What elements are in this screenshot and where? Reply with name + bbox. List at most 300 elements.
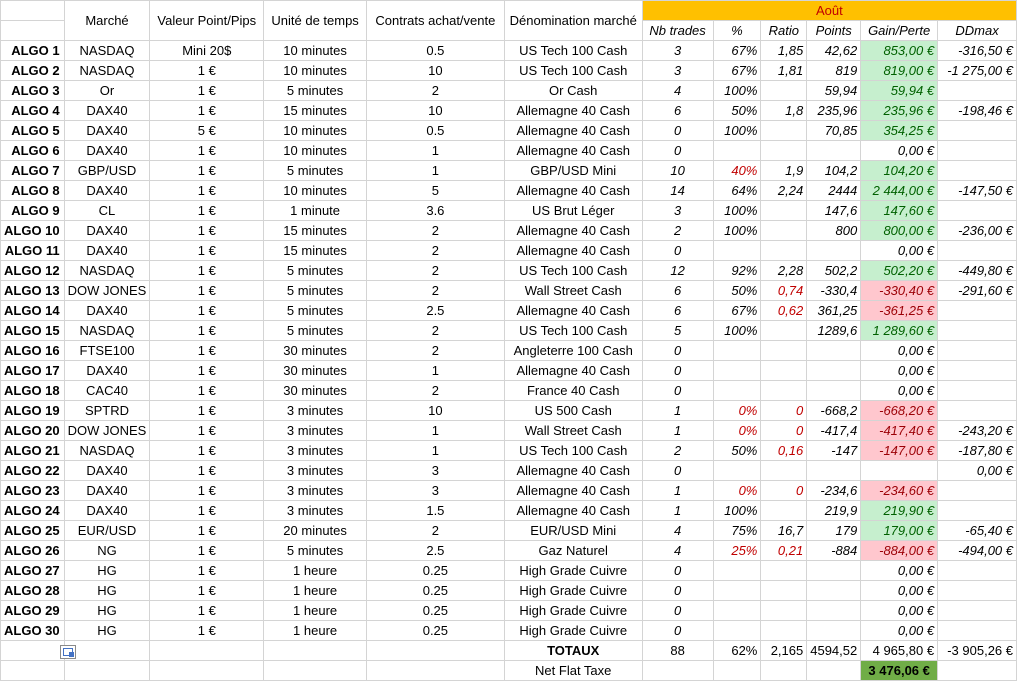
cell-gain[interactable]: 502,20 € [861, 261, 938, 281]
cell-points[interactable]: -417,4 [807, 421, 861, 441]
cell-ratio[interactable] [761, 141, 807, 161]
cell-denomination[interactable]: US Tech 100 Cash [504, 41, 642, 61]
cell-points[interactable] [807, 601, 861, 621]
cell-unite[interactable]: 10 minutes [264, 141, 367, 161]
cell-points[interactable]: 235,96 [807, 101, 861, 121]
algo-label[interactable]: ALGO 18 [1, 381, 65, 401]
cell[interactable] [264, 641, 367, 661]
cell-pct[interactable]: 50% [713, 101, 761, 121]
cell-gain[interactable] [861, 461, 938, 481]
cell-gain[interactable]: 0,00 € [861, 241, 938, 261]
cell-pct[interactable]: 67% [713, 41, 761, 61]
cell-valeur[interactable]: 1 € [150, 541, 264, 561]
cell-ddmax[interactable] [938, 501, 1017, 521]
cell-valeur[interactable]: 1 € [150, 381, 264, 401]
cell-denomination[interactable]: Allemagne 40 Cash [504, 461, 642, 481]
cell-contrats[interactable]: 2 [367, 221, 505, 241]
header-valeur[interactable]: Valeur Point/Pips [150, 1, 264, 41]
cell-valeur[interactable]: 1 € [150, 361, 264, 381]
algo-label[interactable]: ALGO 12 [1, 261, 65, 281]
totals-ratio[interactable]: 2,165 [761, 641, 807, 661]
header-ratio[interactable]: Ratio [761, 21, 807, 41]
algo-label[interactable]: ALGO 11 [1, 241, 65, 261]
cell-unite[interactable]: 1 heure [264, 601, 367, 621]
cell-pct[interactable]: 50% [713, 281, 761, 301]
cell-points[interactable] [807, 241, 861, 261]
cell-points[interactable]: 819 [807, 61, 861, 81]
cell-pct[interactable]: 75% [713, 521, 761, 541]
cell-marche[interactable]: DAX40 [64, 121, 150, 141]
cell-points[interactable]: 147,6 [807, 201, 861, 221]
cell-marche[interactable]: HG [64, 621, 150, 641]
cell-ddmax[interactable] [938, 241, 1017, 261]
cell-valeur[interactable]: 1 € [150, 261, 264, 281]
cell-denomination[interactable]: Allemagne 40 Cash [504, 481, 642, 501]
cell-ddmax[interactable] [938, 601, 1017, 621]
cell-points[interactable]: 361,25 [807, 301, 861, 321]
cell-ratio[interactable]: 2,24 [761, 181, 807, 201]
cell-contrats[interactable]: 2 [367, 521, 505, 541]
cell-points[interactable] [807, 141, 861, 161]
cell-nb-trades[interactable]: 6 [642, 281, 713, 301]
cell[interactable] [264, 661, 367, 681]
cell[interactable] [367, 641, 505, 661]
cell-pct[interactable] [713, 361, 761, 381]
cell-gain[interactable]: -234,60 € [861, 481, 938, 501]
cell-ddmax[interactable] [938, 561, 1017, 581]
cell-contrats[interactable]: 2 [367, 321, 505, 341]
cell-valeur[interactable]: 1 € [150, 581, 264, 601]
cell-contrats[interactable]: 10 [367, 61, 505, 81]
cell-gain[interactable]: -417,40 € [861, 421, 938, 441]
algo-label[interactable]: ALGO 23 [1, 481, 65, 501]
cell-valeur[interactable]: 1 € [150, 561, 264, 581]
cell-points[interactable]: 179 [807, 521, 861, 541]
cell-denomination[interactable]: Allemagne 40 Cash [504, 361, 642, 381]
cell-points[interactable]: -668,2 [807, 401, 861, 421]
totals-nb-trades[interactable]: 88 [642, 641, 713, 661]
cell-pct[interactable]: 100% [713, 81, 761, 101]
cell-denomination[interactable]: Or Cash [504, 81, 642, 101]
cell-marche[interactable]: DAX40 [64, 101, 150, 121]
cell-ddmax[interactable]: -1 275,00 € [938, 61, 1017, 81]
cell-unite[interactable]: 5 minutes [264, 301, 367, 321]
algo-label[interactable]: ALGO 16 [1, 341, 65, 361]
cell-pct[interactable]: 50% [713, 441, 761, 461]
cell-unite[interactable]: 5 minutes [264, 541, 367, 561]
cell-denomination[interactable]: High Grade Cuivre [504, 581, 642, 601]
cell-points[interactable] [807, 381, 861, 401]
cell-gain[interactable]: 0,00 € [861, 581, 938, 601]
cell-denomination[interactable]: US 500 Cash [504, 401, 642, 421]
cell-valeur[interactable]: 1 € [150, 301, 264, 321]
algo-label[interactable]: ALGO 28 [1, 581, 65, 601]
cell-nb-trades[interactable]: 6 [642, 301, 713, 321]
cell-unite[interactable]: 1 heure [264, 621, 367, 641]
cell-pct[interactable] [713, 141, 761, 161]
cell-marche[interactable]: CAC40 [64, 381, 150, 401]
cell-nb-trades[interactable]: 1 [642, 421, 713, 441]
cell[interactable] [1, 641, 65, 661]
cell-contrats[interactable]: 2.5 [367, 541, 505, 561]
cell-contrats[interactable]: 0.25 [367, 561, 505, 581]
cell-ddmax[interactable] [938, 81, 1017, 101]
cell-nb-trades[interactable]: 0 [642, 361, 713, 381]
cell-contrats[interactable]: 3 [367, 481, 505, 501]
cell-gain[interactable]: 0,00 € [861, 601, 938, 621]
cell-unite[interactable]: 30 minutes [264, 341, 367, 361]
cell-unite[interactable]: 15 minutes [264, 101, 367, 121]
cell-ddmax[interactable]: -494,00 € [938, 541, 1017, 561]
cell-unite[interactable]: 30 minutes [264, 381, 367, 401]
cell-ratio[interactable]: 1,9 [761, 161, 807, 181]
cell-ratio[interactable] [761, 81, 807, 101]
cell-marche[interactable]: Or [64, 81, 150, 101]
cell-valeur[interactable]: 1 € [150, 101, 264, 121]
cell-contrats[interactable]: 0.25 [367, 621, 505, 641]
cell-points[interactable]: -330,4 [807, 281, 861, 301]
cell-contrats[interactable]: 0.5 [367, 41, 505, 61]
cell-nb-trades[interactable]: 0 [642, 141, 713, 161]
algo-label[interactable]: ALGO 24 [1, 501, 65, 521]
cell-valeur[interactable]: 1 € [150, 441, 264, 461]
cell-valeur[interactable]: 1 € [150, 241, 264, 261]
cell-gain[interactable]: 179,00 € [861, 521, 938, 541]
cell-unite[interactable]: 15 minutes [264, 221, 367, 241]
cell-denomination[interactable]: Allemagne 40 Cash [504, 121, 642, 141]
cell-unite[interactable]: 30 minutes [264, 361, 367, 381]
cell-unite[interactable]: 5 minutes [264, 161, 367, 181]
cell-nb-trades[interactable]: 1 [642, 481, 713, 501]
cell-nb-trades[interactable]: 0 [642, 561, 713, 581]
cell-pct[interactable]: 100% [713, 201, 761, 221]
cell-ratio[interactable] [761, 621, 807, 641]
cell-marche[interactable]: DAX40 [64, 461, 150, 481]
cell-marche[interactable]: NASDAQ [64, 61, 150, 81]
totals-label[interactable]: TOTAUX [504, 641, 642, 661]
cell-valeur[interactable]: 1 € [150, 321, 264, 341]
cell-valeur[interactable]: 1 € [150, 501, 264, 521]
cell-ratio[interactable] [761, 341, 807, 361]
algo-label[interactable]: ALGO 2 [1, 61, 65, 81]
cell-gain[interactable]: 59,94 € [861, 81, 938, 101]
cell-ddmax[interactable]: 0,00 € [938, 461, 1017, 481]
cell-marche[interactable]: DAX40 [64, 221, 150, 241]
algo-label[interactable]: ALGO 29 [1, 601, 65, 621]
cell-points[interactable]: 59,94 [807, 81, 861, 101]
cell-marche[interactable]: FTSE100 [64, 341, 150, 361]
algo-label[interactable]: ALGO 30 [1, 621, 65, 641]
cell-contrats[interactable]: 3 [367, 461, 505, 481]
algo-label[interactable]: ALGO 19 [1, 401, 65, 421]
cell-gain[interactable]: 0,00 € [861, 561, 938, 581]
cell-ratio[interactable]: 1,85 [761, 41, 807, 61]
cell-denomination[interactable]: Allemagne 40 Cash [504, 181, 642, 201]
cell-marche[interactable]: DAX40 [64, 501, 150, 521]
cell[interactable] [150, 641, 264, 661]
cell-denomination[interactable]: Allemagne 40 Cash [504, 501, 642, 521]
cell-ddmax[interactable]: -291,60 € [938, 281, 1017, 301]
cell-points[interactable]: -234,6 [807, 481, 861, 501]
cell-valeur[interactable]: 1 € [150, 81, 264, 101]
algo-label[interactable]: ALGO 13 [1, 281, 65, 301]
cell-points[interactable]: 42,62 [807, 41, 861, 61]
cell-denomination[interactable]: Allemagne 40 Cash [504, 141, 642, 161]
cell-ratio[interactable]: 0 [761, 401, 807, 421]
cell-valeur[interactable]: 1 € [150, 601, 264, 621]
cell-contrats[interactable]: 1 [367, 141, 505, 161]
header-contrats[interactable]: Contrats achat/vente [367, 1, 505, 41]
cell-unite[interactable]: 3 minutes [264, 481, 367, 501]
cell-nb-trades[interactable]: 5 [642, 321, 713, 341]
cell-nb-trades[interactable]: 0 [642, 581, 713, 601]
cell-contrats[interactable]: 2 [367, 381, 505, 401]
cell-gain[interactable]: 0,00 € [861, 381, 938, 401]
cell-ratio[interactable] [761, 581, 807, 601]
cell-unite[interactable]: 10 minutes [264, 121, 367, 141]
cell-ddmax[interactable] [938, 361, 1017, 381]
cell-pct[interactable]: 40% [713, 161, 761, 181]
cell-pct[interactable] [713, 461, 761, 481]
cell-ratio[interactable]: 1,81 [761, 61, 807, 81]
algo-label[interactable]: ALGO 21 [1, 441, 65, 461]
cell-denomination[interactable]: Allemagne 40 Cash [504, 221, 642, 241]
algo-label[interactable]: ALGO 27 [1, 561, 65, 581]
cell-marche[interactable]: SPTRD [64, 401, 150, 421]
cell-unite[interactable]: 5 minutes [264, 81, 367, 101]
cell[interactable] [713, 661, 761, 681]
cell-valeur[interactable]: 1 € [150, 221, 264, 241]
cell-unite[interactable]: 5 minutes [264, 281, 367, 301]
cell-contrats[interactable]: 3.6 [367, 201, 505, 221]
cell-denomination[interactable]: Allemagne 40 Cash [504, 301, 642, 321]
cell-contrats[interactable]: 10 [367, 401, 505, 421]
cell-marche[interactable]: HG [64, 581, 150, 601]
cell-unite[interactable]: 5 minutes [264, 321, 367, 341]
cell-ratio[interactable] [761, 461, 807, 481]
cell-gain[interactable]: 0,00 € [861, 361, 938, 381]
cell-denomination[interactable]: US Tech 100 Cash [504, 441, 642, 461]
cell-ratio[interactable] [761, 121, 807, 141]
cell-gain[interactable]: -361,25 € [861, 301, 938, 321]
cell-unite[interactable]: 20 minutes [264, 521, 367, 541]
cell-marche[interactable]: EUR/USD [64, 521, 150, 541]
cell-marche[interactable]: NG [64, 541, 150, 561]
cell-ratio[interactable] [761, 221, 807, 241]
cell-points[interactable]: -147 [807, 441, 861, 461]
cell-denomination[interactable]: Gaz Naturel [504, 541, 642, 561]
cell[interactable] [642, 661, 713, 681]
cell-points[interactable] [807, 621, 861, 641]
cell-denomination[interactable]: High Grade Cuivre [504, 601, 642, 621]
cell-points[interactable] [807, 461, 861, 481]
cell-unite[interactable]: 3 minutes [264, 421, 367, 441]
cell-gain[interactable]: -884,00 € [861, 541, 938, 561]
cell-valeur[interactable]: 1 € [150, 621, 264, 641]
cell-valeur[interactable]: 1 € [150, 461, 264, 481]
header-ddmax[interactable]: DDmax [938, 21, 1017, 41]
cell-marche[interactable]: DAX40 [64, 361, 150, 381]
cell-ddmax[interactable]: -316,50 € [938, 41, 1017, 61]
cell-denomination[interactable]: US Tech 100 Cash [504, 61, 642, 81]
cell-valeur[interactable]: 5 € [150, 121, 264, 141]
cell-ratio[interactable]: 16,7 [761, 521, 807, 541]
cell-nb-trades[interactable]: 0 [642, 461, 713, 481]
cell-nb-trades[interactable]: 6 [642, 101, 713, 121]
cell-marche[interactable]: NASDAQ [64, 321, 150, 341]
totals-points[interactable]: 4594,52 [807, 641, 861, 661]
cell-ratio[interactable] [761, 601, 807, 621]
cell-gain[interactable]: 2 444,00 € [861, 181, 938, 201]
cell[interactable] [64, 661, 150, 681]
cell-marche[interactable]: DOW JONES [64, 281, 150, 301]
algo-label[interactable]: ALGO 25 [1, 521, 65, 541]
cell-nb-trades[interactable]: 0 [642, 121, 713, 141]
cell-ratio[interactable] [761, 361, 807, 381]
cell-marche[interactable]: DAX40 [64, 481, 150, 501]
cell-denomination[interactable]: Angleterre 100 Cash [504, 341, 642, 361]
cell-nb-trades[interactable]: 12 [642, 261, 713, 281]
cell-contrats[interactable]: 1 [367, 361, 505, 381]
cell-pct[interactable]: 100% [713, 321, 761, 341]
cell-marche[interactable]: DOW JONES [64, 421, 150, 441]
cell[interactable] [1, 21, 65, 41]
algo-label[interactable]: ALGO 15 [1, 321, 65, 341]
header-nb-trades[interactable]: Nb trades [642, 21, 713, 41]
cell-nb-trades[interactable]: 0 [642, 341, 713, 361]
cell-ratio[interactable] [761, 561, 807, 581]
header-pct[interactable]: % [713, 21, 761, 41]
cell-contrats[interactable]: 2 [367, 241, 505, 261]
cell-gain[interactable]: 147,60 € [861, 201, 938, 221]
algo-label[interactable]: ALGO 14 [1, 301, 65, 321]
cell-nb-trades[interactable]: 4 [642, 521, 713, 541]
cell-contrats[interactable]: 1 [367, 161, 505, 181]
cell-ratio[interactable]: 2,28 [761, 261, 807, 281]
cell-points[interactable]: 800 [807, 221, 861, 241]
cell-points[interactable]: 502,2 [807, 261, 861, 281]
cell-valeur[interactable]: 1 € [150, 181, 264, 201]
algo-label[interactable]: ALGO 3 [1, 81, 65, 101]
cell-gain[interactable]: 235,96 € [861, 101, 938, 121]
algo-label[interactable]: ALGO 4 [1, 101, 65, 121]
cell-valeur[interactable]: 1 € [150, 481, 264, 501]
cell-denomination[interactable]: Wall Street Cash [504, 281, 642, 301]
cell-unite[interactable]: 10 minutes [264, 41, 367, 61]
cell-denomination[interactable]: France 40 Cash [504, 381, 642, 401]
algo-label[interactable]: ALGO 26 [1, 541, 65, 561]
cell-pct[interactable]: 100% [713, 221, 761, 241]
cell-valeur[interactable]: 1 € [150, 421, 264, 441]
cell-points[interactable] [807, 341, 861, 361]
cell-unite[interactable]: 5 minutes [264, 261, 367, 281]
cell-gain[interactable]: 0,00 € [861, 341, 938, 361]
cell-ddmax[interactable] [938, 581, 1017, 601]
cell-ddmax[interactable]: -243,20 € [938, 421, 1017, 441]
algo-label[interactable]: ALGO 6 [1, 141, 65, 161]
cell-ddmax[interactable] [938, 141, 1017, 161]
cell[interactable] [1, 1, 65, 21]
cell-ddmax[interactable]: -147,50 € [938, 181, 1017, 201]
cell-ratio[interactable]: 0,74 [761, 281, 807, 301]
cell[interactable] [1, 661, 65, 681]
cell-nb-trades[interactable]: 10 [642, 161, 713, 181]
cell-pct[interactable]: 67% [713, 301, 761, 321]
net-flat-label[interactable]: Net Flat Taxe [504, 661, 642, 681]
cell-valeur[interactable]: 1 € [150, 201, 264, 221]
header-points[interactable]: Points [807, 21, 861, 41]
cell-nb-trades[interactable]: 4 [642, 81, 713, 101]
cell-nb-trades[interactable]: 0 [642, 241, 713, 261]
cell-contrats[interactable]: 1.5 [367, 501, 505, 521]
cell-ddmax[interactable] [938, 201, 1017, 221]
algo-label[interactable]: ALGO 8 [1, 181, 65, 201]
cell-pct[interactable]: 67% [713, 61, 761, 81]
cell-marche[interactable]: DAX40 [64, 241, 150, 261]
cell-ddmax[interactable] [938, 321, 1017, 341]
cell-nb-trades[interactable]: 1 [642, 401, 713, 421]
cell-unite[interactable]: 10 minutes [264, 61, 367, 81]
cell-ddmax[interactable]: -198,46 € [938, 101, 1017, 121]
cell-contrats[interactable]: 0.25 [367, 581, 505, 601]
cell-ddmax[interactable]: -236,00 € [938, 221, 1017, 241]
cell-points[interactable]: 1289,6 [807, 321, 861, 341]
cell-marche[interactable]: HG [64, 601, 150, 621]
cell-denomination[interactable]: Allemagne 40 Cash [504, 101, 642, 121]
cell-pct[interactable] [713, 581, 761, 601]
net-flat-value[interactable]: 3 476,06 € [861, 661, 938, 681]
cell-points[interactable] [807, 581, 861, 601]
cell-contrats[interactable]: 5 [367, 181, 505, 201]
cell-denomination[interactable]: High Grade Cuivre [504, 561, 642, 581]
cell-points[interactable]: -884 [807, 541, 861, 561]
paste-options-icon[interactable] [60, 645, 76, 659]
cell-marche[interactable]: HG [64, 561, 150, 581]
cell-pct[interactable]: 92% [713, 261, 761, 281]
cell-pct[interactable] [713, 241, 761, 261]
cell-ratio[interactable]: 0 [761, 421, 807, 441]
cell-pct[interactable] [713, 341, 761, 361]
header-month[interactable]: Août [642, 1, 1016, 21]
cell-valeur[interactable]: 1 € [150, 401, 264, 421]
cell-pct[interactable]: 100% [713, 501, 761, 521]
cell-points[interactable] [807, 561, 861, 581]
cell-ratio[interactable] [761, 501, 807, 521]
cell-ratio[interactable] [761, 241, 807, 261]
cell-ddmax[interactable] [938, 161, 1017, 181]
cell-gain[interactable]: -668,20 € [861, 401, 938, 421]
cell-contrats[interactable]: 1 [367, 421, 505, 441]
cell-unite[interactable]: 1 minute [264, 201, 367, 221]
algo-label[interactable]: ALGO 17 [1, 361, 65, 381]
cell-nb-trades[interactable]: 0 [642, 381, 713, 401]
cell-nb-trades[interactable]: 14 [642, 181, 713, 201]
cell-denomination[interactable]: US Tech 100 Cash [504, 321, 642, 341]
cell-gain[interactable]: 853,00 € [861, 41, 938, 61]
cell-pct[interactable] [713, 381, 761, 401]
cell-ratio[interactable]: 0,16 [761, 441, 807, 461]
cell-gain[interactable]: 0,00 € [861, 141, 938, 161]
cell-marche[interactable]: GBP/USD [64, 161, 150, 181]
cell-points[interactable]: 2444 [807, 181, 861, 201]
cell-contrats[interactable]: 2 [367, 81, 505, 101]
cell-unite[interactable]: 1 heure [264, 581, 367, 601]
cell-pct[interactable] [713, 621, 761, 641]
cell-marche[interactable]: NASDAQ [64, 41, 150, 61]
cell-valeur[interactable]: 1 € [150, 281, 264, 301]
totals-pct[interactable]: 62% [713, 641, 761, 661]
cell-unite[interactable]: 1 heure [264, 561, 367, 581]
